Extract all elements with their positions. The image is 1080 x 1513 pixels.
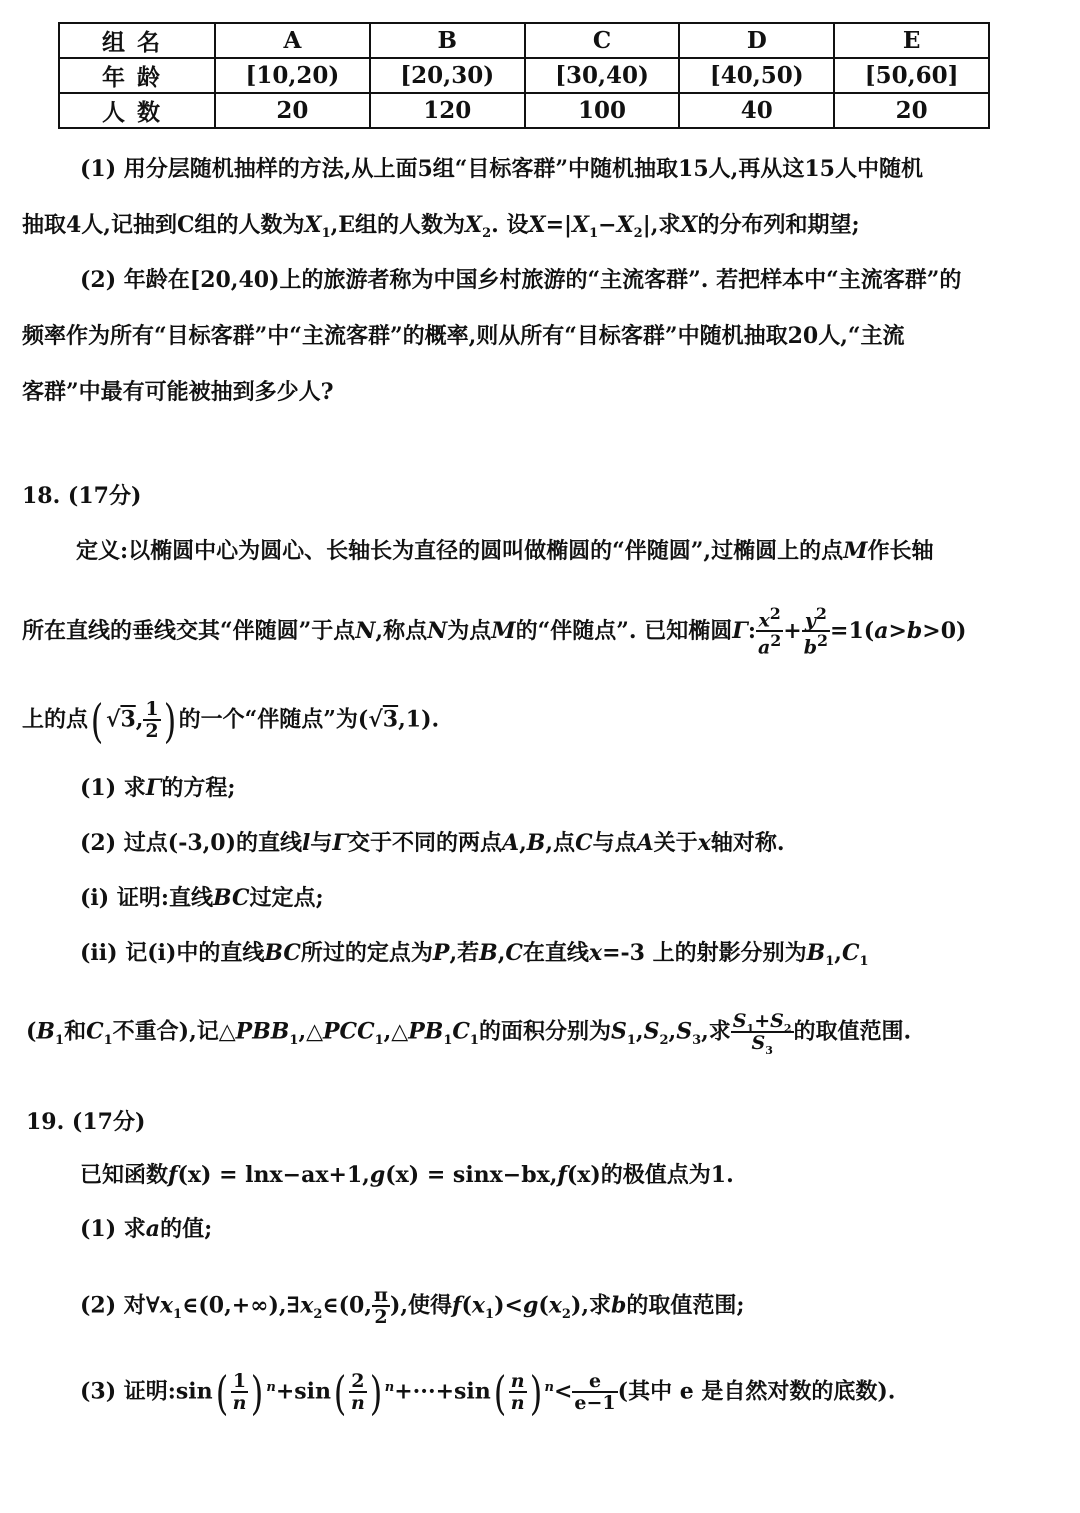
q19-part3: (3) 证明:sin( $\frac{1}{n}$ ) $^n$+sin( $\frac{2}{n}$ ) $^n$+···+sin( $\frac{n}{n}$ ) $^n$< $\frac{e}{e-1}$ (其中 e 是自然对数的底数). [80,1365,896,1420]
q18-title: 18. (17分) [22,483,142,509]
q17-part2-line1: (2) 年龄在[20,40)上的旅游者称为中国乡村旅游的“主流客群”. 若把样本中“主流客群”的 [80,267,962,293]
q18-part2-i: (i) 证明:直线BC过定点; [80,885,324,911]
n-over-n-fraction: $\frac{n}{n}$ [510,1370,525,1414]
table-row-group [59,23,989,58]
cell-age-c: [30,40) [525,58,680,93]
x2-over-a2-fraction: $\frac{x^2}{a^2}$ [757,604,782,659]
one-half-fraction: $\frac{1}{2}$ [145,698,159,742]
q18-definition-line2: 所在直线的垂线交其“伴随圆”于点N,称点N为点M的“伴随点”. 已知椭圆Γ: $\frac{x^2}{a^2}$ + $\frac{y^2}{b^2}$ =1(a>b>0) [22,604,967,659]
q18-definition-line1: 定义:以椭圆中心为圆心、长轴长为直径的圆叫做椭圆的“伴随圆”,过椭圆上的点M作长轴 [76,538,934,564]
row-header-count: 人数 [59,93,215,128]
cell-age-a: [10,20) [215,58,370,93]
row-header-group: 组名 [59,23,215,58]
table-row-count [59,93,989,128]
row-header-age: 年龄 [59,58,215,93]
cell-group-b: B [370,23,525,58]
one-over-n-fraction: $\frac{1}{n}$ [232,1370,247,1414]
q17-part2-line2: 频率作为所有“目标客群”中“主流客群”的概率,则从所有“目标客群”中随机抽取20人,“主流 [22,323,905,349]
cell-count-d: 40 [679,93,834,128]
cell-count-a: 20 [215,93,370,128]
q19-part2: (2) 对$\forall x_1\in(0,+\infty),\exists x_2\in(0$, $\frac{\pi}{2}$ ),使得$f(x_1)<g(x_2)$,求b的取值范围; [80,1284,745,1328]
q18-part1: (1) 求Γ的方程; [80,775,236,801]
two-over-n-fraction: $\frac{2}{n}$ [350,1370,365,1414]
cell-age-d: [40,50) [679,58,834,93]
q17-part2-line3: 客群”中最有可能被抽到多少人? [22,379,334,405]
cell-group-a: A [215,23,370,58]
cell-count-e: 20 [834,93,989,128]
cell-group-d: D [679,23,834,58]
cell-count-c: 100 [525,93,680,128]
cell-group-e: E [834,23,989,58]
q18-definition-line3: 上的点( √3, $\frac{1}{2}$ ) 的一个“伴随点”为(√3,1). [22,693,440,748]
e-over-e-minus-1-fraction: $\frac{e}{e-1}$ [574,1370,616,1414]
q18-part2: (2) 过点(-3,0)的直线l与Γ交于不同的两点A,B,点C与点A关于x轴对称. [80,830,785,856]
cell-age-e: [50,60] [834,58,989,93]
age-group-table [58,22,990,129]
q19-title: 19. (17分) [26,1109,146,1135]
q19-part1: (1) 求a的值; [80,1216,213,1242]
cell-count-b: 120 [370,93,525,128]
cell-age-b: [20,30) [370,58,525,93]
q18-part2-ii-line2: ($B_1$和$C_1$不重合),记$\triangle PBB_1,\triangle PCC_1,\triangle PB_1C_1$的面积分别为$S_1,S_2,S_3$,求 $\frac{S_1+S_2}{S_3}$ 的取值范围. [26,1010,912,1057]
pi-over-2-fraction: $\frac{\pi}{2}$ [374,1284,388,1328]
q17-part1-line2: 抽取4人,记抽到C组的人数为$X_1,E$组的人数为$X_2$. 设$X=|X_1-X_2|$,求X的分布列和期望; [22,212,860,241]
q18-part2-ii: (ii) 记(i)中的直线BC所过的定点为P,若B,C在直线x=-3 上的射影分别为$B_1,C_1$ [80,940,869,969]
s-ratio-fraction: $\frac{S_1+S_2}{S_3}$ [732,1010,792,1057]
q17-part1-line1: (1) 用分层随机抽样的方法,从上面5组“目标客群”中随机抽取15人,再从这15人中随机 [80,156,923,182]
y2-over-b2-fraction: $\frac{y^2}{b^2}$ [803,604,829,659]
cell-group-c: C [525,23,680,58]
q19-given: 已知函数f(x) = lnx−ax+1,g(x) = sinx−bx,f(x)的极值点为1. [80,1162,734,1188]
table-row-age [59,58,989,93]
